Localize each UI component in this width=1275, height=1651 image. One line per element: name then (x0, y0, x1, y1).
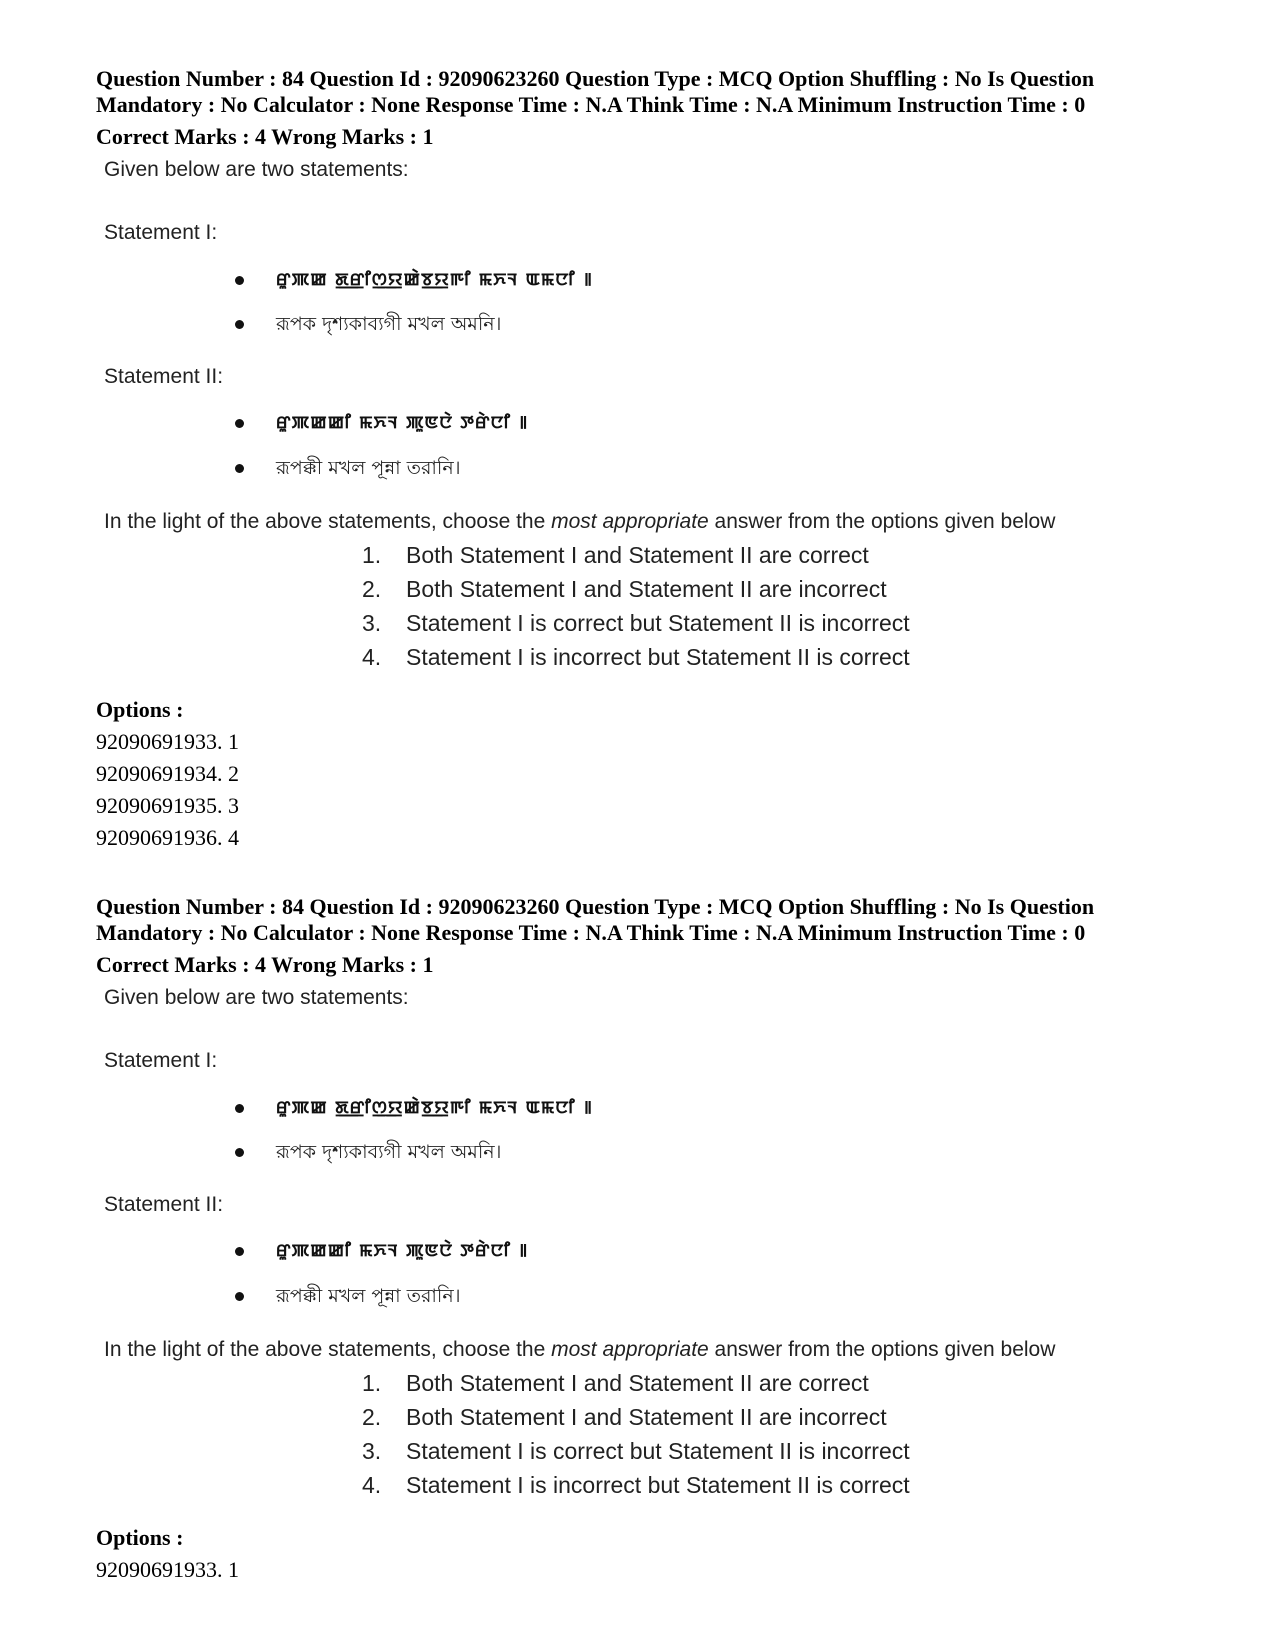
bullet (235, 1292, 244, 1301)
choice-item: 1. Both Statement I and Statement II are correct (362, 542, 869, 568)
options-header: Options : (96, 697, 184, 722)
option-line: 92090691933. 1 (96, 1557, 239, 1582)
statement-label: Statement II: (104, 1193, 224, 1216)
bullet (235, 1148, 244, 1157)
statement-meetei-text: ꯔꯨꯄꯀꯀꯤ ꯃꯈꯜ ꯄꯨꯟꯅꯥ ꯇꯔꯥꯅꯤ ꯫ (276, 413, 529, 433)
option-line: 92090691936. 4 (96, 825, 239, 850)
bullet (235, 276, 244, 285)
bullet (235, 464, 244, 473)
statement-meetei-text: ꯔꯨꯄꯀ ꯗ꯭ꯔꯤꯁ꯭ꯌꯀꯥꯕ꯭ꯌꯒꯤ ꯃꯈꯜ ꯑꯃꯅꯤ ꯫ (276, 1098, 594, 1118)
choice-item: 2. Both Statement I and Statement II are incorrect (362, 576, 887, 602)
statement-bengali-text: রূপক্কী মখল পূন্না তরানি। (276, 457, 461, 479)
statement-meetei-text: ꯔꯨꯄꯀ ꯗ꯭ꯔꯤꯁ꯭ꯌꯀꯥꯕ꯭ꯌꯒꯤ ꯃꯈꯜ ꯑꯃꯅꯤ ꯫ (276, 270, 594, 290)
option-line: 92090691935. 3 (96, 793, 239, 818)
meta-line: Question Number : 84 Question Id : 92090623260 Question Type : MCQ Option Shuffling : No Is Question (96, 66, 1095, 91)
option-line: 92090691933. 1 (96, 729, 239, 754)
options-header: Options : (96, 1525, 184, 1550)
choice-item: 3. Statement I is correct but Statement II is incorrect (362, 610, 910, 636)
intro-text: Given below are two statements: (104, 158, 409, 181)
meta-line: Mandatory : No Calculator : None Response Time : N.A Think Time : N.A Minimum Instruction Time : 0 (96, 920, 1086, 945)
instruction-text: In the light of the above statements, choose the most appropriate answer from the options given below (104, 1338, 1056, 1361)
choice-item: 1. Both Statement I and Statement II are correct (362, 1370, 869, 1396)
bullet (235, 1247, 244, 1256)
statement-meetei-text: ꯔꯨꯄꯀꯀꯤ ꯃꯈꯜ ꯄꯨꯟꯅꯥ ꯇꯔꯥꯅꯤ ꯫ (276, 1241, 529, 1261)
choice-item: 4. Statement I is incorrect but Statement II is correct (362, 644, 910, 670)
bullet (235, 320, 244, 329)
bullet (235, 1104, 244, 1113)
statement-label: Statement I: (104, 1049, 218, 1072)
choice-item: 3. Statement I is correct but Statement II is incorrect (362, 1438, 910, 1464)
statement-label: Statement II: (104, 365, 224, 388)
choice-item: 4. Statement I is incorrect but Statement II is correct (362, 1472, 910, 1498)
marks-line: Correct Marks : 4 Wrong Marks : 1 (96, 952, 434, 977)
meta-line: Mandatory : No Calculator : None Response Time : N.A Think Time : N.A Minimum Instruction Time : 0 (96, 92, 1086, 117)
statement-bengali-text: রূপক দৃশ্যকাব্যগী মখল অমনি। (276, 1141, 502, 1163)
instruction-text: In the light of the above statements, choose the most appropriate answer from the options given below (104, 510, 1056, 533)
meta-line: Question Number : 84 Question Id : 92090623260 Question Type : MCQ Option Shuffling : No Is Question (96, 894, 1095, 919)
statement-bengali-text: রূপক দৃশ্যকাব্যগী মখল অমনি। (276, 313, 502, 335)
option-line: 92090691934. 2 (96, 761, 239, 786)
statement-label: Statement I: (104, 221, 218, 244)
bullet (235, 419, 244, 428)
statement-bengali-text: রূপক্কী মখল পূন্না তরানি। (276, 1285, 461, 1307)
intro-text: Given below are two statements: (104, 986, 409, 1009)
choice-item: 2. Both Statement I and Statement II are incorrect (362, 1404, 887, 1430)
marks-line: Correct Marks : 4 Wrong Marks : 1 (96, 124, 434, 149)
